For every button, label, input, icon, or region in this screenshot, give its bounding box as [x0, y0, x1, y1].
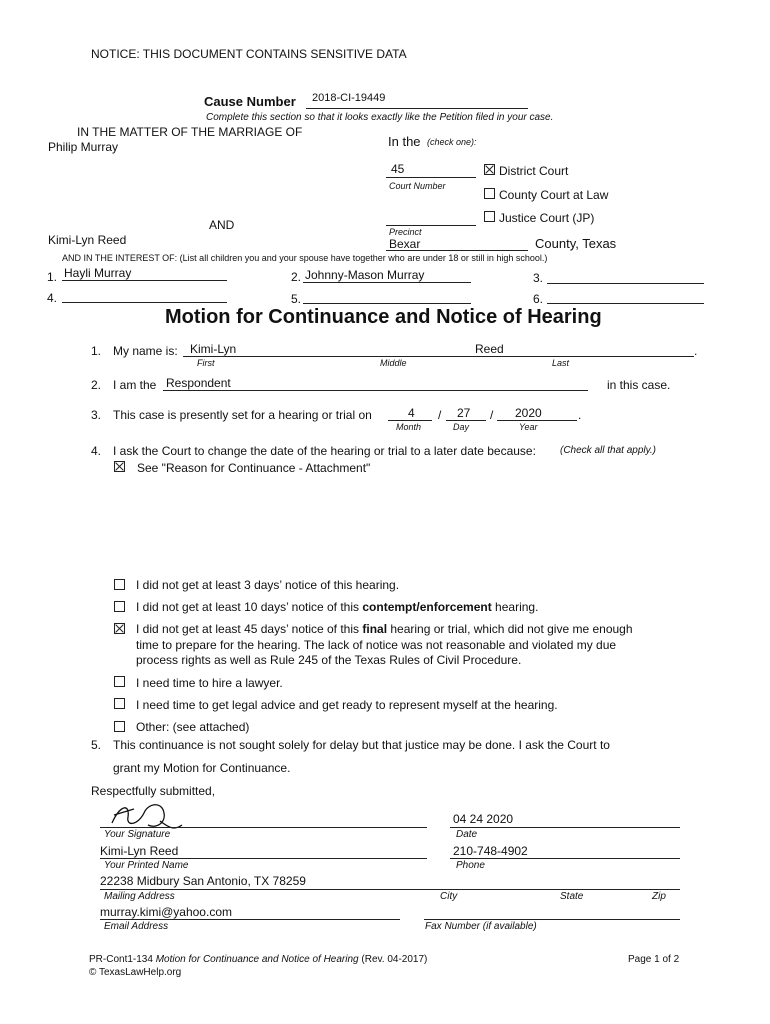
child-1-line — [62, 280, 227, 281]
respectfully-submitted: Respectfully submitted, — [91, 784, 216, 798]
child-2-name[interactable]: Johnny-Mason Murray — [305, 268, 425, 282]
reason-45-days-line2: time to prepare for the hearing. The lack of notice was not reasonable and violated my due — [136, 638, 617, 652]
role-line — [163, 390, 588, 391]
email-line — [100, 919, 400, 920]
reason-3-days-checkbox[interactable] — [114, 579, 125, 590]
reason-lawyer-text: I need time to hire a lawyer. — [136, 676, 283, 690]
county-label: County, Texas — [535, 236, 617, 251]
state-label: State — [560, 891, 584, 902]
reason-45-days-text — [136, 622, 633, 636]
justice-court-checkbox[interactable] — [484, 211, 495, 222]
item-5-num: 5. — [91, 738, 102, 752]
address-label: Mailing Address — [104, 891, 175, 902]
child-1-num: 1. — [47, 270, 58, 284]
day-line — [446, 420, 486, 421]
role-value[interactable]: Respondent — [166, 376, 231, 390]
printed-name-line — [100, 858, 427, 859]
footer-form-info — [89, 954, 427, 965]
child-3-line[interactable] — [547, 283, 704, 284]
footer-page-number: Page 1 of 2 — [628, 954, 680, 965]
reason-10-days-text — [136, 600, 538, 614]
reason-10-days-text-b: hearing. — [491, 600, 539, 614]
child-4-num: 4. — [47, 291, 58, 305]
day-label: Day — [453, 422, 470, 432]
last-label: Last — [552, 358, 570, 368]
reason-10-days-bold: contempt/enforcement — [362, 600, 492, 614]
hearing-label: This case is presently set for a hearing or trial on — [113, 408, 372, 422]
cause-number-label: Cause Number — [204, 94, 296, 109]
reason-45-days-line3: process rights as well as Rule 245 of the Texas Rules of Civil Procedure. — [136, 653, 522, 667]
year-line — [497, 420, 577, 421]
reason-3-days-text: I did not get at least 3 days’ notice of this hearing. — [136, 578, 400, 592]
party-respondent[interactable]: Kimi-Lyn Reed — [48, 233, 127, 247]
printed-name-value[interactable]: Kimi-Lyn Reed — [100, 844, 179, 858]
reason-legal-advice-checkbox[interactable] — [114, 698, 125, 709]
name-label: My name is: — [113, 344, 178, 358]
child-1-name[interactable]: Hayli Murray — [64, 266, 132, 280]
item-4-num: 4. — [91, 444, 102, 458]
phone-label: Phone — [456, 860, 485, 871]
month-line — [388, 420, 432, 421]
sensitive-notice: NOTICE: THIS DOCUMENT CONTAINS SENSITIVE DATA — [91, 47, 407, 61]
middle-label: Middle — [380, 358, 407, 368]
hearing-month[interactable]: 4 — [408, 406, 415, 420]
court-number-label: Court Number — [389, 181, 446, 191]
hearing-day[interactable]: 27 — [457, 406, 471, 420]
footer-form-title: Motion for Continuance and Notice of Hearing — [155, 954, 359, 965]
child-4-line[interactable] — [62, 302, 227, 303]
district-court-label: District Court — [499, 164, 569, 178]
year-label: Year — [519, 422, 538, 432]
child-5-line[interactable] — [303, 303, 471, 304]
in-the-label: In the — [388, 134, 421, 149]
fax-label: Fax Number (if available) — [425, 921, 537, 932]
cause-number-help: Complete this section so that it looks exactly like the Petition filed in your case. — [206, 112, 554, 123]
district-court-checkbox[interactable] — [484, 164, 495, 175]
child-2-line — [303, 282, 471, 283]
hearing-period: . — [578, 408, 582, 422]
reason-other-checkbox[interactable] — [114, 721, 125, 732]
precinct-line — [386, 225, 476, 226]
child-3-num: 3. — [533, 271, 544, 285]
child-6-line[interactable] — [547, 303, 704, 304]
party-petitioner[interactable]: Philip Murray — [48, 140, 119, 154]
zip-label: Zip — [652, 891, 666, 902]
form-title: Motion for Continuance and Notice of Hearing — [165, 306, 602, 328]
reason-check-all: (Check all that apply.) — [560, 445, 656, 456]
reason-lawyer-checkbox[interactable] — [114, 676, 125, 687]
signature-line — [100, 827, 427, 828]
attachment-label: See "Reason for Continuance - Attachment" — [137, 461, 371, 475]
month-label: Month — [396, 422, 422, 432]
date-line — [450, 827, 680, 828]
footer-form-code: PR-Cont1-134 — [89, 954, 153, 965]
first-name-value[interactable]: Kimi-Lyn — [190, 342, 237, 356]
phone-value[interactable]: 210-748-4902 — [453, 844, 528, 858]
county-court-checkbox[interactable] — [484, 188, 495, 199]
reason-10-days-checkbox[interactable] — [114, 601, 125, 612]
item-2-num: 2. — [91, 378, 102, 392]
county-line — [386, 250, 528, 251]
footer-copyright: © TexasLawHelp.org — [89, 967, 182, 978]
county-court-label: County Court at Law — [499, 188, 609, 202]
item-3-num: 3. — [91, 408, 102, 422]
first-label: First — [197, 358, 215, 368]
precinct-label: Precinct — [389, 227, 422, 237]
matter-label: IN THE MATTER OF THE MARRIAGE OF — [77, 125, 303, 139]
footer-rev: (Rev. 04-2017) — [361, 954, 428, 965]
cause-number-value[interactable]: 2018-CI-19449 — [312, 92, 386, 104]
justice-court-label: Justice Court (JP) — [499, 211, 595, 225]
date-slash-1: / — [438, 408, 442, 422]
court-number-value[interactable]: 45 — [391, 162, 405, 176]
child-2-num: 2. — [291, 270, 302, 284]
hearing-year[interactable]: 2020 — [515, 406, 542, 420]
county-value[interactable]: Bexar — [389, 237, 421, 251]
role-suffix: in this case. — [607, 378, 671, 392]
role-label: I am the — [113, 378, 157, 392]
reason-intro: I ask the Court to change the date of the hearing or trial to a later date because: — [113, 444, 536, 458]
date-value[interactable]: 04 24 2020 — [453, 812, 514, 826]
item-1-num: 1. — [91, 344, 102, 358]
phone-line — [450, 858, 680, 859]
children-intro: AND IN THE INTEREST OF: (List all children you and your spouse have together who are under 18 or still in high school.) — [62, 253, 548, 263]
address-line — [100, 889, 680, 890]
court-number-line — [386, 177, 476, 178]
signature-label: Your Signature — [104, 829, 171, 840]
reason-10-days-text-a: I did not get at least 10 days’ notice of this — [136, 600, 363, 614]
check-one-label: (check one): — [427, 137, 477, 147]
reason-45-days-bold: final — [362, 622, 388, 636]
date-slash-2: / — [490, 408, 494, 422]
name-line — [183, 356, 694, 357]
reason-legal-advice-text: I need time to get legal advice and get ready to represent myself at the hearing. — [136, 698, 558, 712]
reason-other-text: Other: (see attached) — [136, 720, 250, 734]
email-value[interactable]: murray.kimi@yahoo.com — [100, 905, 232, 919]
date-label: Date — [456, 829, 478, 840]
printed-name-label: Your Printed Name — [104, 860, 189, 871]
city-label: City — [440, 891, 458, 902]
reason-45-days-text-b: hearing or trial, which did not give me enough — [387, 622, 633, 636]
reason-45-days-checkbox[interactable] — [114, 623, 125, 634]
child-5-num: 5. — [291, 292, 302, 306]
last-name-value[interactable]: Reed — [475, 342, 504, 356]
attachment-checkbox[interactable] — [114, 461, 125, 472]
cause-number-line — [306, 108, 528, 109]
address-value[interactable]: 22238 Midbury San Antonio, TX 78259 — [100, 874, 306, 888]
delay-line2: grant my Motion for Continuance. — [113, 761, 291, 775]
name-period: . — [694, 344, 698, 358]
email-label: Email Address — [104, 921, 169, 932]
fax-line[interactable] — [424, 919, 680, 920]
and-label: AND — [209, 218, 235, 232]
reason-45-days-text-a: I did not get at least 45 days’ notice of this — [136, 622, 363, 636]
child-6-num: 6. — [533, 292, 544, 306]
delay-line1: This continuance is not sought solely for delay but that justice may be done. I ask the Court to — [113, 738, 610, 752]
